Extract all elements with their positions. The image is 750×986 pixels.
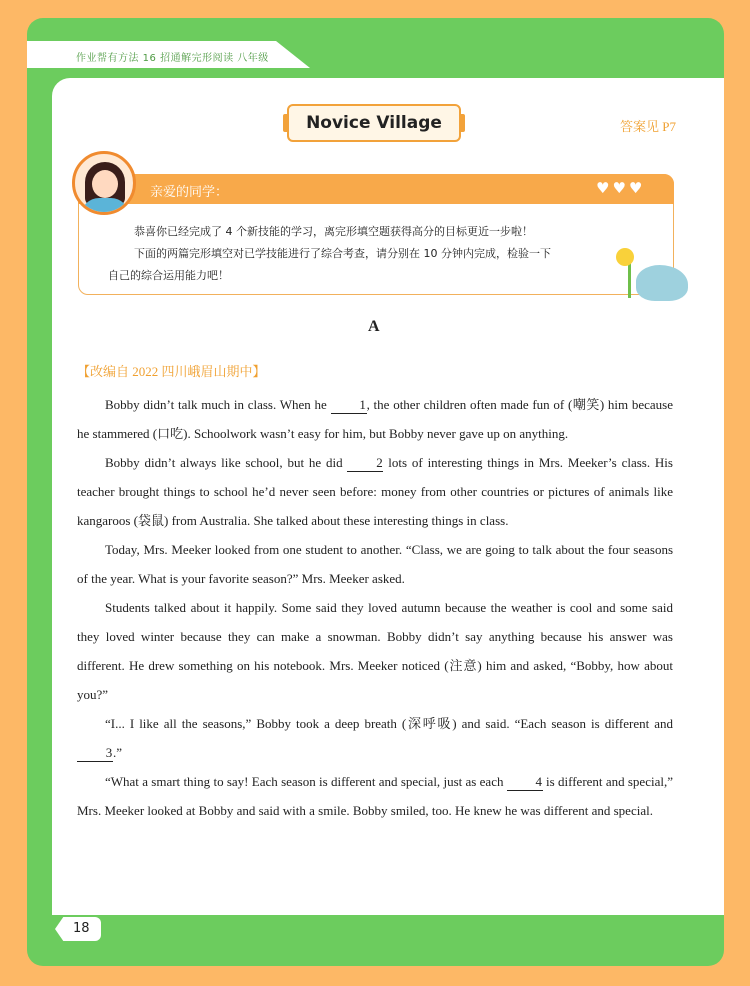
paragraph-text: Bobby didn’t talk much in class. When he bbox=[105, 397, 331, 412]
teacher-note-line: 下面的两篇完形填空对已学技能进行了综合考查，请分别在 10 分钟内完成，检验一下 bbox=[134, 247, 551, 260]
paragraph-text: “I... I like all the seasons,” Bobby took a deep breath (深呼吸) and said. “Each season is different and bbox=[105, 716, 673, 731]
rock-decoration bbox=[636, 265, 688, 301]
paragraph bbox=[77, 593, 673, 709]
answer-blank[interactable]: 3 bbox=[77, 745, 113, 762]
page-number: 18 bbox=[73, 921, 90, 936]
paragraph bbox=[77, 709, 673, 767]
passage bbox=[77, 390, 673, 825]
header-text: 作业帮有方法 16 招通解完形阅读 八年级 bbox=[76, 53, 269, 64]
teacher-note-line: 恭喜你已经完成了 4 个新技能的学习，离完形填空题获得高分的目标更近一步啦！ bbox=[134, 225, 533, 238]
paragraph-text: .” bbox=[113, 745, 123, 760]
paragraph-text: lots of interesting things in Mrs. Meeker’s class. His teacher brought things to school he’d never seen before: money from other countries or pictures of animals like kangaroos (袋鼠) from Australia. She talked about these interesting things in class. bbox=[77, 455, 673, 528]
teacher-note-line: 自己的综合运用能力吧！ bbox=[108, 269, 229, 282]
answer-blank[interactable]: 1 bbox=[331, 397, 367, 414]
answer-blank[interactable]: 2 bbox=[347, 455, 383, 472]
answer-reference: 答案见 P7 bbox=[620, 119, 676, 134]
paragraph-text: Today, Mrs. Meeker looked from one student to another. “Class, we are going to talk about the four seasons of the year. What is your favorite season?” Mrs. Meeker asked. bbox=[77, 542, 673, 586]
teacher-note-title: 亲爱的同学： bbox=[150, 185, 229, 200]
paragraph-text: , the other children often made fun of (嘲笑) him because he stammered (口吃). Schoolwork wasn’t easy for him, but Bobby never gave up on anything. bbox=[77, 397, 674, 441]
answer-blank[interactable]: 4 bbox=[507, 774, 543, 791]
title-badge: Novice Village bbox=[287, 104, 461, 142]
hearts-icon: ♥♥♥ bbox=[596, 179, 646, 197]
paragraph-text: is different and special,” Mrs. Meeker looked at Bobby and said with a smile. Bobby smiled, too. He knew he was different and special. bbox=[77, 774, 673, 818]
section-heading: A bbox=[368, 318, 380, 335]
paragraph-text: “What a smart thing to say! Each season is different and special, just as each bbox=[105, 774, 507, 789]
paragraph-text: Students talked about it happily. Some said they loved autumn because the weather is cool and some said they loved winter because they can make a snowman. Bobby didn’t say anything because his answer was different. He drew something on his notebook. Mrs. Meeker noticed (注意) him and asked, “Bobby, how about you?” bbox=[77, 600, 673, 702]
flower-icon bbox=[616, 248, 634, 266]
paragraph bbox=[77, 448, 673, 535]
paragraph bbox=[77, 767, 673, 825]
paragraph bbox=[77, 390, 673, 448]
paragraph-text: Bobby didn’t always like school, but he did bbox=[105, 455, 348, 470]
teacher-avatar bbox=[72, 151, 136, 215]
paragraph bbox=[77, 535, 673, 593]
source-note: 【改编自 2022 四川峨眉山期中】 bbox=[77, 364, 266, 379]
